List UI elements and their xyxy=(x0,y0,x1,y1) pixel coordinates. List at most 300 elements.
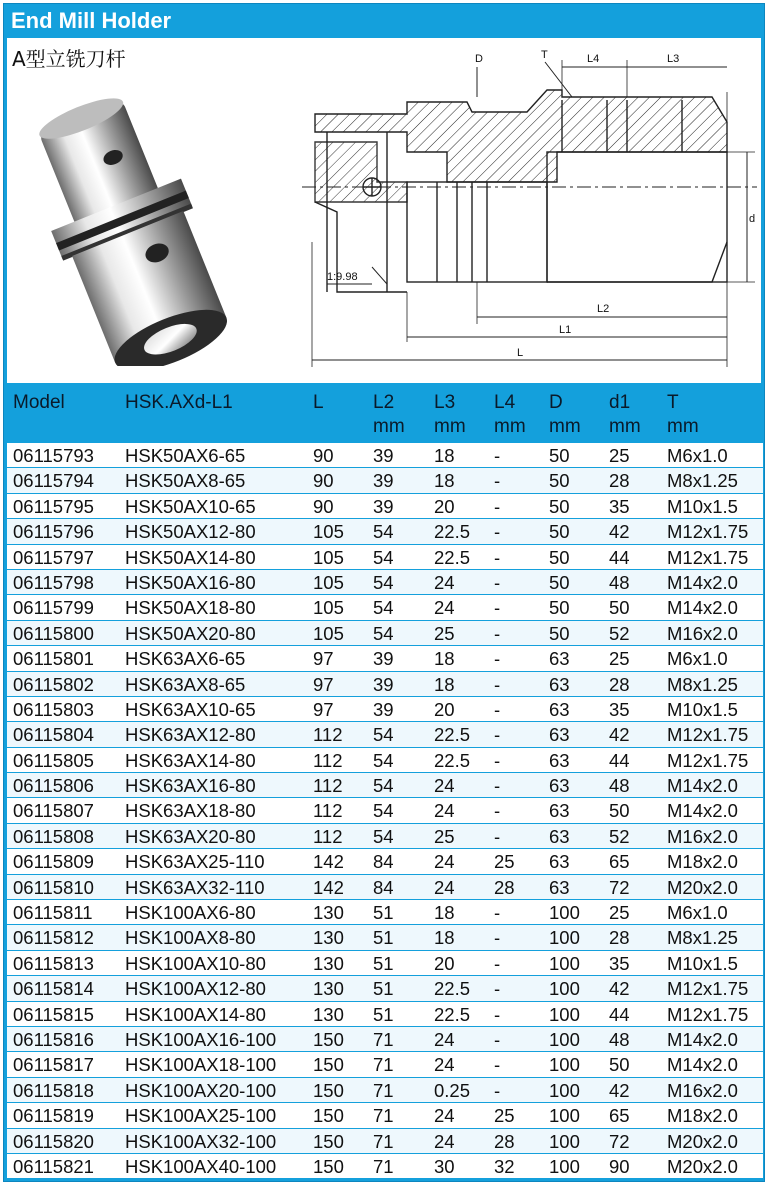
table-cell: HSK100AX8-80 xyxy=(125,927,256,949)
table-cell: HSK50AX6-65 xyxy=(125,445,246,466)
table-cell: - xyxy=(494,825,501,847)
table-row xyxy=(7,1128,763,1153)
table-cell: M20x2.0 xyxy=(667,876,738,898)
table-cell: 90 xyxy=(313,445,334,466)
table-cell: 50 xyxy=(549,622,570,644)
column-header: HSK.AXd-L1 xyxy=(125,392,233,413)
table-cell: M14x2.0 xyxy=(667,1054,738,1076)
table-body xyxy=(7,442,763,1178)
table-cell: 90 xyxy=(609,1155,630,1177)
table-cell: 18 xyxy=(434,648,455,670)
table-cell: 71 xyxy=(373,1105,394,1127)
table-cell: 105 xyxy=(313,521,344,543)
table-cell: 22.5 xyxy=(434,1003,471,1025)
table-cell: 71 xyxy=(373,1054,394,1076)
table-cell: 150 xyxy=(313,1079,344,1101)
table-cell: 90 xyxy=(313,495,334,517)
table-cell: 63 xyxy=(549,851,570,873)
table-cell: HSK63AX12-80 xyxy=(125,724,256,746)
table-cell: 06115811 xyxy=(13,902,93,924)
table-cell: 30 xyxy=(434,1155,455,1177)
table-cell: 06115798 xyxy=(13,571,94,593)
table-cell: 0.25 xyxy=(434,1079,471,1101)
table-cell: 100 xyxy=(549,902,580,924)
table-row xyxy=(7,975,763,1000)
table-cell: 100 xyxy=(549,1130,580,1152)
table-row xyxy=(7,950,763,975)
table-cell: 06115814 xyxy=(13,978,94,1000)
table-cell: 63 xyxy=(549,876,570,898)
table-cell: 65 xyxy=(609,851,630,873)
table-cell: HSK100AX18-100 xyxy=(125,1054,277,1076)
table-cell: - xyxy=(494,1028,501,1050)
table-cell: M20x2.0 xyxy=(667,1130,738,1152)
label-d: d xyxy=(749,213,756,225)
table-cell: HSK50AX14-80 xyxy=(125,546,256,568)
table-cell: 06115804 xyxy=(13,724,94,746)
table-cell: 100 xyxy=(549,1155,580,1177)
table-cell: 06115810 xyxy=(13,876,94,898)
table-cell: 24 xyxy=(434,851,455,873)
table-cell: HSK100AX40-100 xyxy=(125,1155,277,1177)
table-cell: 71 xyxy=(373,1130,394,1152)
table-cell: 06115815 xyxy=(13,1003,94,1025)
table-cell: 54 xyxy=(373,825,394,847)
table-row xyxy=(7,924,763,949)
table-cell: M14x2.0 xyxy=(667,597,738,619)
table-cell: HSK63AX14-80 xyxy=(125,749,256,771)
table-cell: - xyxy=(494,927,501,949)
table-cell: 22.5 xyxy=(434,978,471,1000)
table-cell: 130 xyxy=(313,978,344,1000)
table-cell: - xyxy=(494,521,501,543)
table-cell: 24 xyxy=(434,775,455,797)
table-cell: 97 xyxy=(313,648,334,670)
table-cell: M12x1.75 xyxy=(667,521,749,543)
table-cell: 150 xyxy=(313,1028,344,1050)
table-cell: - xyxy=(494,597,501,619)
table-cell: 20 xyxy=(434,495,455,517)
table-cell: 112 xyxy=(313,749,343,771)
table-cell: 84 xyxy=(373,876,394,898)
table-cell: M18x2.0 xyxy=(667,1105,738,1127)
table-cell: HSK63AX18-80 xyxy=(125,800,256,822)
table-cell: - xyxy=(494,546,501,568)
table-cell: M6x1.0 xyxy=(667,648,728,670)
column-unit: mm xyxy=(609,416,641,437)
table-cell: 24 xyxy=(434,1105,455,1127)
dimension-drawing xyxy=(297,42,759,380)
table-cell: 54 xyxy=(373,622,394,644)
table-cell: 22.5 xyxy=(434,521,471,543)
table-cell: HSK100AX10-80 xyxy=(125,952,266,974)
table-cell: 42 xyxy=(609,724,630,746)
table-cell: 130 xyxy=(313,952,344,974)
product-sheet xyxy=(3,3,765,1182)
table-cell: 51 xyxy=(373,902,394,924)
table-cell: 130 xyxy=(313,902,344,924)
table-cell: 25 xyxy=(609,445,630,466)
table-cell: 42 xyxy=(609,1079,630,1101)
table-cell: M10x1.5 xyxy=(667,495,738,517)
table-cell: 06115802 xyxy=(13,673,94,695)
table-cell: HSK100AX12-80 xyxy=(125,978,266,1000)
table-cell: 06115796 xyxy=(13,521,94,543)
table-cell: 51 xyxy=(373,1003,394,1025)
table-cell: 18 xyxy=(434,927,455,949)
table-cell: 100 xyxy=(549,952,580,974)
table-row xyxy=(7,1077,763,1102)
table-cell: 100 xyxy=(549,978,580,1000)
table-cell: - xyxy=(494,673,501,695)
table-cell: 54 xyxy=(373,597,394,619)
table-cell: 100 xyxy=(549,1003,580,1025)
label-L1: L1 xyxy=(559,324,572,336)
table-cell: 06115817 xyxy=(13,1054,94,1076)
table-cell: - xyxy=(494,775,501,797)
table-cell: 63 xyxy=(549,673,570,695)
table-cell: M14x2.0 xyxy=(667,571,738,593)
table-cell: 63 xyxy=(549,749,570,771)
label-L2: L2 xyxy=(597,303,610,315)
table-cell: 48 xyxy=(609,1028,630,1050)
table-row xyxy=(7,1051,763,1076)
table-cell: - xyxy=(494,648,501,670)
table-cell: HSK63AX25-110 xyxy=(125,851,265,873)
table-cell: 22.5 xyxy=(434,546,471,568)
table-cell: - xyxy=(494,698,501,720)
table-cell: 97 xyxy=(313,673,334,695)
table-row xyxy=(7,1001,763,1026)
table-row xyxy=(7,518,763,543)
table-cell: 65 xyxy=(609,1105,630,1127)
column-unit: mm xyxy=(494,416,526,437)
table-cell: HSK63AX16-80 xyxy=(125,775,256,797)
table-cell: 52 xyxy=(609,825,630,847)
table-cell: 20 xyxy=(434,952,455,974)
table-cell: 51 xyxy=(373,927,394,949)
table-cell: 50 xyxy=(609,1054,630,1076)
table-cell: 63 xyxy=(549,825,570,847)
table-cell: 06115794 xyxy=(13,470,94,492)
table-cell: 63 xyxy=(549,775,570,797)
table-cell: 39 xyxy=(373,648,394,670)
table-cell: 06115816 xyxy=(13,1028,94,1050)
table-cell: 35 xyxy=(609,495,630,517)
table-cell: 105 xyxy=(313,597,344,619)
table-cell: 18 xyxy=(434,902,455,924)
table-cell: 42 xyxy=(609,521,630,543)
table-cell: 44 xyxy=(609,546,630,568)
column-unit: mm xyxy=(549,416,581,437)
table-cell: 54 xyxy=(373,724,394,746)
table-cell: HSK100AX25-100 xyxy=(125,1105,277,1127)
table-cell: HSK50AX8-65 xyxy=(125,470,246,492)
table-cell: 105 xyxy=(313,571,344,593)
table-cell: 39 xyxy=(373,495,394,517)
table-cell: 150 xyxy=(313,1105,344,1127)
table-cell: 28 xyxy=(609,673,630,695)
table-cell: M8x1.25 xyxy=(667,927,738,949)
table-cell: M16x2.0 xyxy=(667,1079,738,1101)
table-cell: 71 xyxy=(373,1155,394,1177)
table-cell: - xyxy=(494,724,501,746)
table-cell: 25 xyxy=(609,648,630,670)
column-header: L3 xyxy=(434,392,456,413)
table-row xyxy=(7,1102,763,1127)
table-cell: 28 xyxy=(609,927,630,949)
table-cell: 06115813 xyxy=(13,952,94,974)
table-cell: 25 xyxy=(494,851,515,873)
table-cell: 06115821 xyxy=(13,1155,94,1177)
table-cell: 22.5 xyxy=(434,724,471,746)
table-cell: M10x1.5 xyxy=(667,698,738,720)
label-L3: L3 xyxy=(667,53,680,65)
table-row xyxy=(7,645,763,670)
table-cell: 44 xyxy=(609,1003,630,1025)
column-header: D xyxy=(549,392,563,413)
table-cell: M20x2.0 xyxy=(667,1155,738,1177)
table-cell: 54 xyxy=(373,800,394,822)
table-cell: HSK50AX16-80 xyxy=(125,571,256,593)
column-header: T xyxy=(667,392,679,413)
table-row xyxy=(7,797,763,822)
table-cell: 24 xyxy=(434,571,455,593)
table-cell: 112 xyxy=(313,775,343,797)
table-cell: 63 xyxy=(549,800,570,822)
table-row xyxy=(7,721,763,746)
label-D: D xyxy=(475,53,483,65)
table-cell: 72 xyxy=(609,1130,630,1152)
table-cell: HSK50AX18-80 xyxy=(125,597,256,619)
table-cell: 54 xyxy=(373,749,394,771)
table-cell: 50 xyxy=(549,597,570,619)
table-cell: 06115809 xyxy=(13,851,94,873)
table-cell: 18 xyxy=(434,445,455,466)
table-cell: 142 xyxy=(313,876,344,898)
table-cell: 71 xyxy=(373,1028,394,1050)
table-cell: 50 xyxy=(549,521,570,543)
table-cell: - xyxy=(494,952,501,974)
page-subtitle: A型立铣刀杆 xyxy=(12,47,126,71)
label-L4: L4 xyxy=(587,53,600,65)
table-cell: 112 xyxy=(313,800,343,822)
table-cell: M14x2.0 xyxy=(667,775,738,797)
table-cell: 112 xyxy=(313,825,343,847)
table-cell: 100 xyxy=(549,927,580,949)
table-cell: 24 xyxy=(434,1130,455,1152)
table-cell: M12x1.75 xyxy=(667,546,749,568)
table-cell: HSK100AX14-80 xyxy=(125,1003,266,1025)
table-cell: M16x2.0 xyxy=(667,825,738,847)
table-cell: HSK63AX8-65 xyxy=(125,673,246,695)
table-cell: - xyxy=(494,902,501,924)
label-taper: 1:9.98 xyxy=(327,271,358,283)
table-cell: 63 xyxy=(549,724,570,746)
table-cell: HSK100AX20-100 xyxy=(125,1079,277,1101)
table-cell: 24 xyxy=(434,1028,455,1050)
table-cell: 39 xyxy=(373,445,394,466)
table-row xyxy=(7,899,763,924)
table-cell: 51 xyxy=(373,952,394,974)
table-cell: 18 xyxy=(434,470,455,492)
table-cell: 54 xyxy=(373,571,394,593)
table-cell: - xyxy=(494,978,501,1000)
table-cell: 90 xyxy=(313,470,334,492)
table-cell: 105 xyxy=(313,622,344,644)
table-cell: M14x2.0 xyxy=(667,800,738,822)
table-cell: M12x1.75 xyxy=(667,1003,749,1025)
table-cell: 52 xyxy=(609,622,630,644)
table-cell: - xyxy=(494,495,501,517)
table-row xyxy=(7,874,763,899)
table-cell: - xyxy=(494,800,501,822)
table-cell: 100 xyxy=(549,1105,580,1127)
table-cell: 50 xyxy=(549,571,570,593)
table-cell: 51 xyxy=(373,978,394,1000)
table-cell: 84 xyxy=(373,851,394,873)
table-row xyxy=(7,1026,763,1051)
table-cell: 35 xyxy=(609,698,630,720)
table-cell: 54 xyxy=(373,546,394,568)
table-cell: 100 xyxy=(549,1079,580,1101)
column-header: L4 xyxy=(494,392,516,413)
table-cell: - xyxy=(494,749,501,771)
table-cell: 48 xyxy=(609,775,630,797)
column-header: d1 xyxy=(609,392,631,413)
table-cell: 39 xyxy=(373,698,394,720)
table-cell: 18 xyxy=(434,673,455,695)
table-cell: 25 xyxy=(434,622,455,644)
table-cell: M16x2.0 xyxy=(667,622,738,644)
table-cell: 20 xyxy=(434,698,455,720)
table-cell: 150 xyxy=(313,1130,344,1152)
label-L: L xyxy=(517,347,524,359)
table-cell: 06115801 xyxy=(13,648,94,670)
table-cell: M14x2.0 xyxy=(667,1028,738,1050)
table-cell: HSK50AX12-80 xyxy=(125,521,256,543)
table-cell: 54 xyxy=(373,775,394,797)
column-header: Model xyxy=(13,392,65,413)
table-cell: HSK100AX32-100 xyxy=(125,1130,277,1152)
table-cell: HSK100AX16-100 xyxy=(125,1028,277,1050)
table-cell: 42 xyxy=(609,978,630,1000)
table-cell: 24 xyxy=(434,800,455,822)
table-cell: 06115806 xyxy=(13,775,94,797)
table-row xyxy=(7,467,763,492)
table-cell: M8x1.25 xyxy=(667,673,738,695)
table-header xyxy=(7,387,763,442)
table-cell: HSK50AX20-80 xyxy=(125,622,256,644)
table-cell: 97 xyxy=(313,698,334,720)
table-cell: 105 xyxy=(313,546,344,568)
table-cell: - xyxy=(494,470,501,492)
table-cell: 54 xyxy=(373,521,394,543)
table-cell: M12x1.75 xyxy=(667,978,749,1000)
table-cell: HSK63AX32-110 xyxy=(125,876,265,898)
table-cell: 50 xyxy=(609,800,630,822)
figure-panel xyxy=(7,38,761,383)
table-cell: HSK63AX6-65 xyxy=(125,648,246,670)
table-cell: 25 xyxy=(434,825,455,847)
table-cell: 06115795 xyxy=(13,495,94,517)
table-row xyxy=(7,544,763,569)
table-row xyxy=(7,696,763,721)
table-cell: 63 xyxy=(549,648,570,670)
table-cell: M18x2.0 xyxy=(667,851,738,873)
table-cell: 63 xyxy=(549,698,570,720)
table-cell: 25 xyxy=(609,902,630,924)
table-cell: 72 xyxy=(609,876,630,898)
table-row xyxy=(7,493,763,518)
table-cell: 06115818 xyxy=(13,1079,94,1101)
table-cell: 50 xyxy=(549,495,570,517)
table-cell: M12x1.75 xyxy=(667,749,749,771)
table-cell: 50 xyxy=(549,445,570,466)
table-row xyxy=(7,1153,763,1178)
table-cell: 06115800 xyxy=(13,622,94,644)
table-cell: 71 xyxy=(373,1079,394,1101)
table-row xyxy=(7,772,763,797)
table-cell: 48 xyxy=(609,571,630,593)
table-cell: - xyxy=(494,445,501,466)
table-cell: 06115799 xyxy=(13,597,94,619)
table-cell: 130 xyxy=(313,1003,344,1025)
table-cell: 100 xyxy=(549,1054,580,1076)
table-cell: 22.5 xyxy=(434,749,471,771)
table-cell: - xyxy=(494,622,501,644)
table-cell: 39 xyxy=(373,470,394,492)
table-cell: 06115808 xyxy=(13,825,94,847)
table-cell: 150 xyxy=(313,1155,344,1177)
table-cell: M6x1.0 xyxy=(667,445,728,466)
table-cell: 28 xyxy=(494,1130,515,1152)
table-row xyxy=(7,594,763,619)
table-cell: 06115820 xyxy=(13,1130,94,1152)
table-cell: M10x1.5 xyxy=(667,952,738,974)
table-row xyxy=(7,442,763,467)
spec-table xyxy=(7,387,763,1178)
column-header: L xyxy=(313,392,324,413)
column-unit: mm xyxy=(667,416,699,437)
table-cell: HSK50AX10-65 xyxy=(125,495,256,517)
table-cell: HSK100AX6-80 xyxy=(125,902,256,924)
tool-holder-photo xyxy=(17,86,297,366)
table-cell: M6x1.0 xyxy=(667,902,728,924)
table-cell: M12x1.75 xyxy=(667,724,749,746)
table-cell: 35 xyxy=(609,952,630,974)
table-row xyxy=(7,823,763,848)
table-cell: 06115807 xyxy=(13,800,94,822)
table-cell: HSK63AX10-65 xyxy=(125,698,256,720)
column-unit: mm xyxy=(434,416,466,437)
table-cell: 06115803 xyxy=(13,698,94,720)
table-cell: 142 xyxy=(313,851,344,873)
table-cell: 24 xyxy=(434,876,455,898)
table-cell: 100 xyxy=(549,1028,580,1050)
table-cell: 50 xyxy=(549,470,570,492)
table-cell: 25 xyxy=(494,1105,515,1127)
table-row xyxy=(7,848,763,873)
table-cell: 28 xyxy=(494,876,515,898)
table-row xyxy=(7,620,763,645)
table-row xyxy=(7,569,763,594)
table-cell: 112 xyxy=(313,724,343,746)
column-header: L2 xyxy=(373,392,395,413)
table-cell: 50 xyxy=(609,597,630,619)
table-cell: 06115819 xyxy=(13,1105,94,1127)
table-cell: 44 xyxy=(609,749,630,771)
